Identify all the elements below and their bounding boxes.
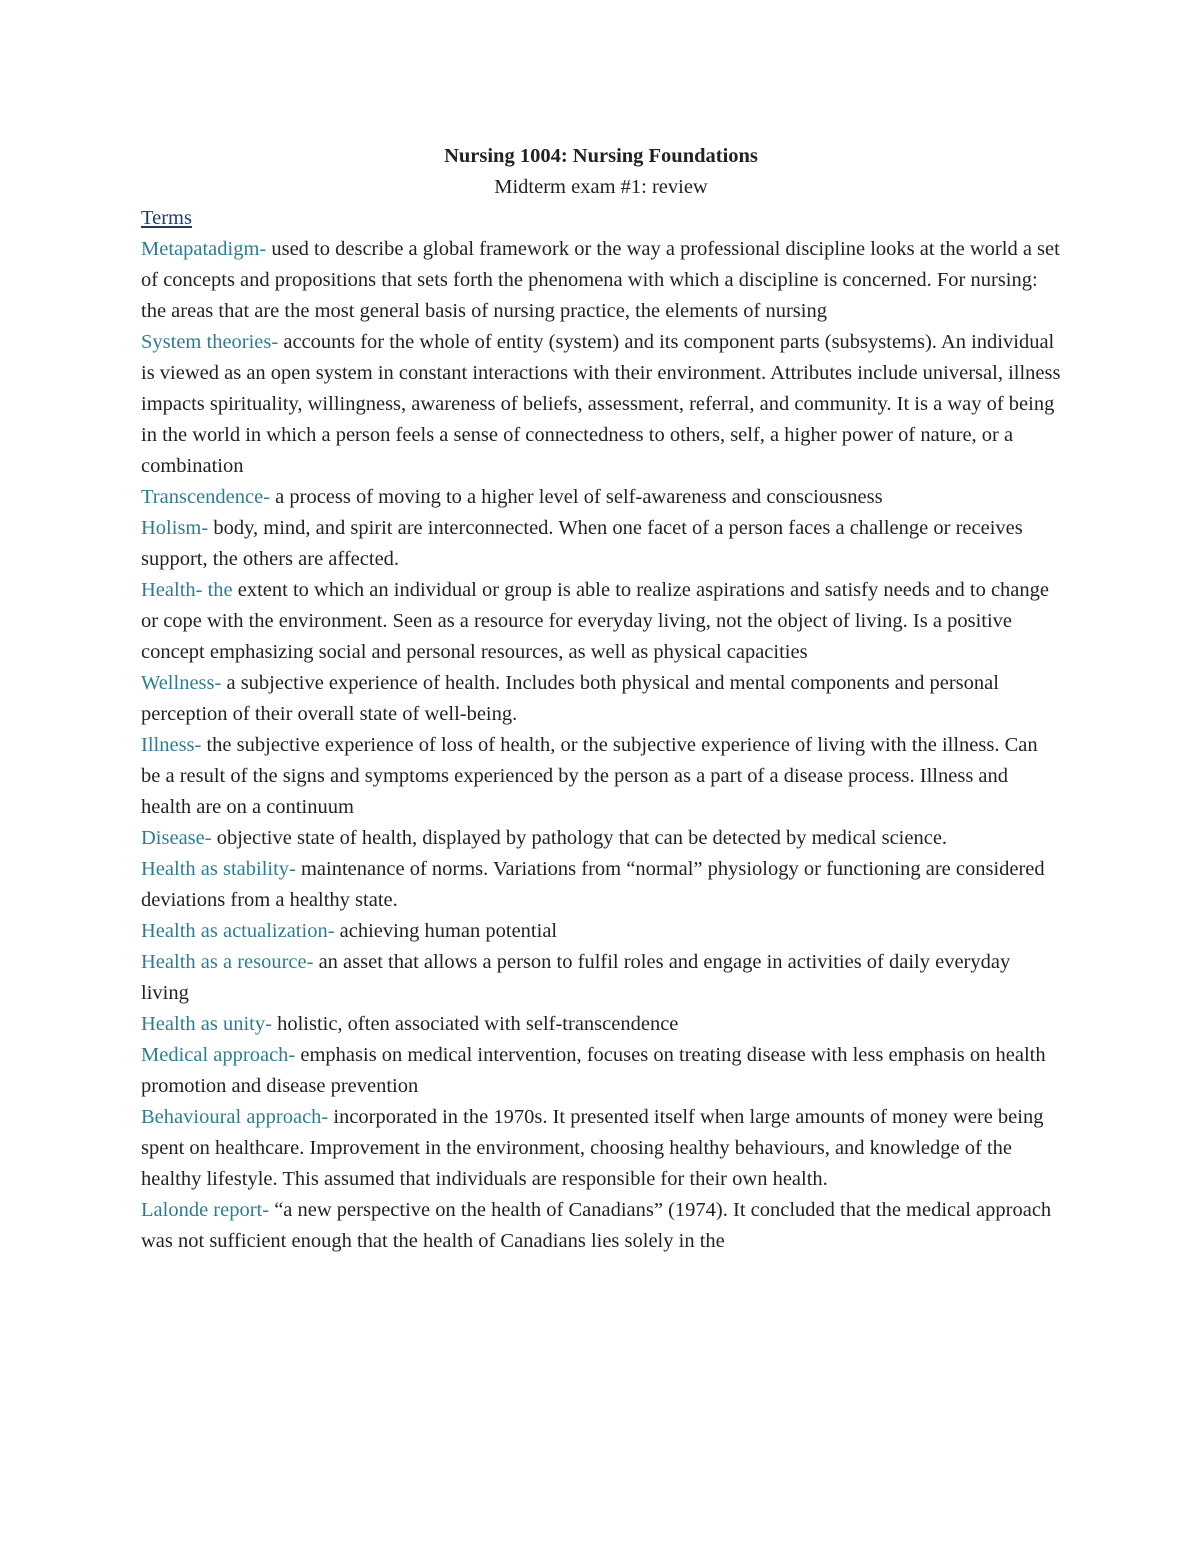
term-definition: used to describe a global framework or the way a professional discipline looks at the world a set of concepts and propositions that sets forth the phenomena with which a discipline is concerned. For nursing: the areas that are the most general basis of nursing practice, the elements of nursing [141, 238, 1060, 322]
term-name: Metapatadigm- [141, 238, 267, 260]
term-entry [141, 854, 1061, 916]
term-definition: a process of moving to a higher level of self-awareness and consciousness [270, 486, 883, 508]
term-entry [141, 730, 1061, 823]
term-name: Lalonde report- [141, 1199, 270, 1221]
term-name: Medical approach- [141, 1044, 296, 1066]
term-name: Transcendence- [141, 486, 271, 508]
term-name: Disease- [141, 827, 212, 849]
document-page [141, 141, 1061, 1257]
term-name: Health- the [141, 579, 233, 601]
term-definition: a subjective experience of health. Includes both physical and mental components and personal perception of their overall state of well-being. [141, 672, 999, 725]
term-definition: maintenance of norms. Variations from “normal” physiology or functioning are considered deviations from a healthy state. [141, 858, 1045, 911]
section-heading-terms: Terms [141, 207, 192, 229]
term-definition: “a new perspective on the health of Canadians” (1974). It concluded that the medical approach was not sufficient enough that the health of Canadians lies solely in the [141, 1199, 1052, 1252]
term-definition: body, mind, and spirit are interconnected. When one facet of a person faces a challenge or receives support, the others are affected. [141, 517, 1023, 570]
term-entry [141, 1102, 1061, 1195]
term-definition: achieving human potential [334, 920, 558, 942]
term-entry [141, 513, 1061, 575]
terms-list [141, 234, 1061, 1257]
term-entry [141, 1040, 1061, 1102]
document-title: Nursing 1004: Nursing Foundations [444, 145, 758, 167]
term-name: System theories- [141, 331, 279, 353]
term-definition: extent to which an individual or group is able to realize aspirations and satisfy needs and to change or cope with the environment. Seen as a resource for everyday living, not the object of living. Is a positive concept emphasizing social and personal resources, as well as physical capacities [141, 579, 1049, 663]
term-definition: incorporated in the 1970s. It presented itself when large amounts of money were being spent on healthcare. Improvement in the environment, choosing healthy behaviours, and knowledge of the healthy lifestyle. This assumed that individuals are responsible for their own health. [141, 1106, 1044, 1190]
term-name: Health as stability- [141, 858, 296, 880]
term-definition: an asset that allows a person to fulfil roles and engage in activities of daily everyday living [141, 951, 1011, 1004]
term-definition: objective state of health, displayed by pathology that can be detected by medical science. [211, 827, 948, 849]
term-name: Illness- [141, 734, 202, 756]
term-name: Health as a resource- [141, 951, 314, 973]
term-entry [141, 1009, 1061, 1040]
term-definition: holistic, often associated with self-transcendence [271, 1013, 679, 1035]
term-entry [141, 327, 1061, 482]
term-name: Health as unity- [141, 1013, 272, 1035]
term-entry [141, 947, 1061, 1009]
term-entry [141, 482, 1061, 513]
document-subtitle: Midterm exam #1: review [494, 176, 708, 198]
term-definition: emphasis on medical intervention, focuses on treating disease with less emphasis on health promotion and disease prevention [141, 1044, 1046, 1097]
term-entry [141, 668, 1061, 730]
term-entry [141, 916, 1061, 947]
term-name: Holism- [141, 517, 209, 539]
term-name: Health as actualization- [141, 920, 335, 942]
term-definition: accounts for the whole of entity (system) and its component parts (subsystems). An individual is viewed as an open system in constant interactions with their environment. Attributes include universal, illness impacts spirituality, willingness, awareness of beliefs, assessment, referral, and community. It is a way of being in the world in which a person feels a sense of connectedness to others, self, a higher power of nature, or a combination [141, 331, 1061, 477]
term-entry [141, 1195, 1061, 1257]
term-name: Wellness- [141, 672, 222, 694]
term-entry [141, 823, 1061, 854]
term-definition: the subjective experience of loss of health, or the subjective experience of living with the illness. Can be a result of the signs and symptoms experienced by the person as a part of a disease process. Illness and health are on a continuum [141, 734, 1038, 818]
term-entry [141, 575, 1061, 668]
term-name: Behavioural approach- [141, 1106, 329, 1128]
term-entry [141, 234, 1061, 327]
